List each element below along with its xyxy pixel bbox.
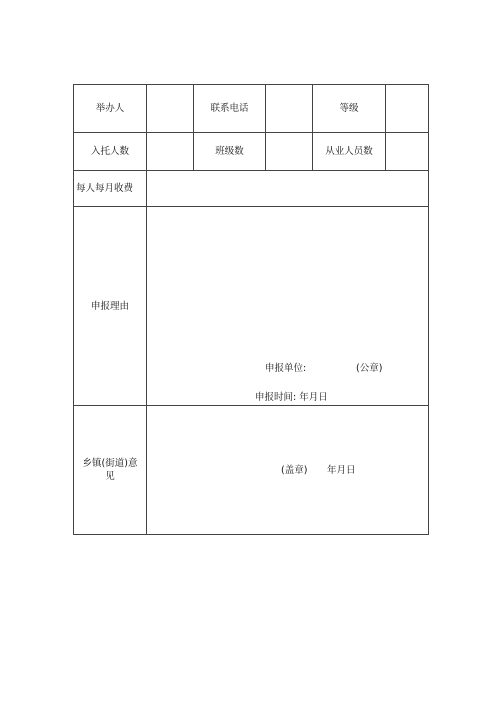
township-label-cell: [74, 406, 147, 534]
phone-label: 联系电话: [210, 103, 249, 114]
phone-value-cell[interactable]: [266, 85, 313, 133]
monthly-fee-value-cell[interactable]: [147, 171, 428, 207]
grade-label-cell: [313, 85, 386, 133]
phone-label-cell: [194, 85, 266, 133]
staff-value-cell[interactable]: [386, 133, 428, 171]
reason-label-cell: [74, 207, 147, 406]
official-seal-label: (公章): [356, 363, 383, 374]
enrolled-label: 入托人数: [90, 146, 129, 157]
grade-value-cell[interactable]: [386, 85, 428, 133]
classes-label-cell: [194, 133, 266, 171]
enrolled-label-cell: [74, 133, 147, 171]
reason-content-cell[interactable]: [147, 207, 428, 406]
application-form-table: [73, 84, 429, 535]
organizer-label-cell: [74, 85, 147, 133]
seal-label: (盖章): [281, 465, 308, 476]
applicant-unit-label: 申报单位:: [265, 363, 307, 374]
staff-label: 从业人员数: [325, 146, 373, 157]
monthly-fee-label-cell: [74, 171, 147, 207]
apply-date-label: 申报时间: 年月日: [255, 392, 328, 403]
monthly-fee-label: 每人每月收费: [76, 183, 134, 194]
organizer-label: 举办人: [95, 103, 125, 114]
enrolled-value-cell[interactable]: [147, 133, 194, 171]
grade-label: 等级: [339, 103, 359, 114]
organizer-value-cell[interactable]: [147, 85, 194, 133]
reason-label: 申报理由: [90, 300, 129, 312]
classes-label: 班级数: [215, 146, 244, 157]
staff-label-cell: [313, 133, 386, 171]
township-date-label: 年月日: [327, 465, 356, 476]
township-opinion-cell[interactable]: [147, 406, 428, 534]
classes-value-cell[interactable]: [266, 133, 313, 171]
township-label: 乡镇(街道)意见: [82, 458, 138, 482]
